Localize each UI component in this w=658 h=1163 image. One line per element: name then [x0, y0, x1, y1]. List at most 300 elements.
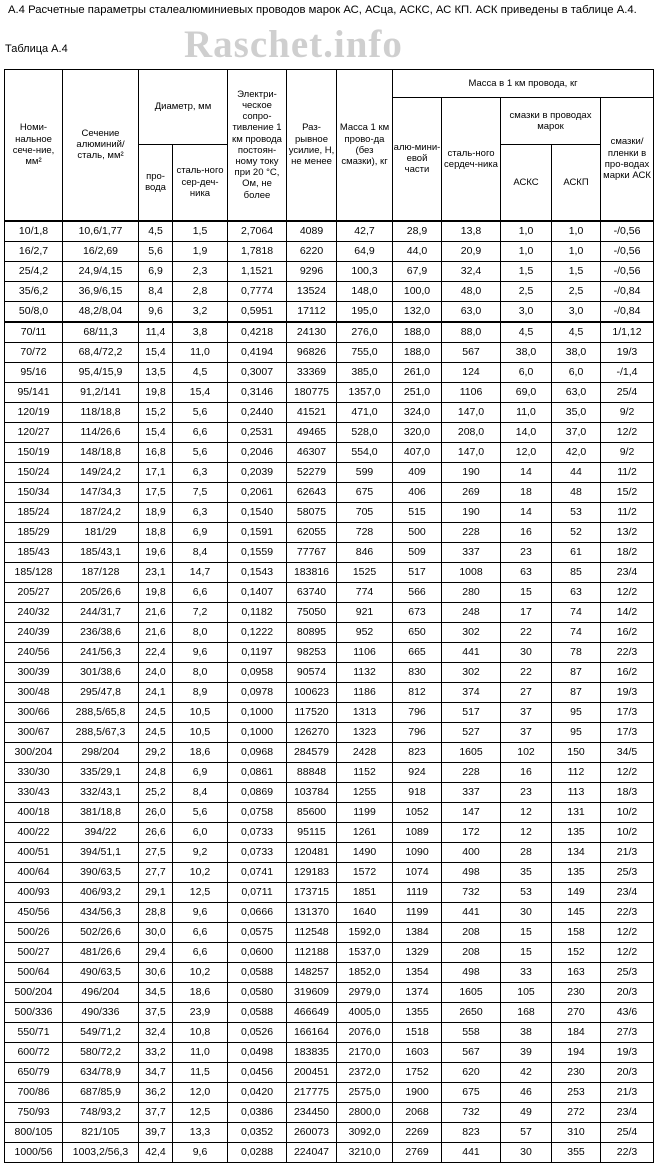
cell-nominal: 185/29 — [5, 522, 63, 542]
cell-mass-al: 1354 — [393, 962, 442, 982]
cell-nominal: 400/64 — [5, 862, 63, 882]
cell-asks: 14,0 — [501, 422, 552, 442]
cell-ask: -/0,56 — [601, 241, 654, 261]
cell-nominal: 70/72 — [5, 342, 63, 362]
cell-askp: 44 — [552, 462, 601, 482]
cell-diam-core: 15,4 — [173, 382, 228, 402]
cell-section: 381/18,8 — [63, 802, 139, 822]
cell-section: 68/11,3 — [63, 322, 139, 343]
table-row — [5, 281, 654, 301]
cell-diam-core: 18,6 — [173, 742, 228, 762]
cell-force: 234450 — [287, 1102, 337, 1122]
cell-force: 90574 — [287, 662, 337, 682]
header-ask: смазки/ пленки в про-водах марки АСК — [601, 98, 654, 221]
cell-askp: 113 — [552, 782, 601, 802]
cell-mass: 148,0 — [337, 281, 393, 301]
cell-force: 100623 — [287, 682, 337, 702]
cell-section: 288,5/67,3 — [63, 722, 139, 742]
cell-diam-core: 8,0 — [173, 622, 228, 642]
table-row — [5, 402, 654, 422]
cell-resistance: 0,3146 — [228, 382, 287, 402]
cell-mass-steel: 48,0 — [442, 281, 501, 301]
cell-resistance: 0,1222 — [228, 622, 287, 642]
cell-section: 1003,2/56,3 — [63, 1142, 139, 1162]
cell-mass: 42,7 — [337, 221, 393, 242]
cell-resistance: 0,0575 — [228, 922, 287, 942]
cell-section: 148/18,8 — [63, 442, 139, 462]
cell-asks: 15 — [501, 582, 552, 602]
cell-ask: 18/3 — [601, 782, 654, 802]
cell-nominal: 185/24 — [5, 502, 63, 522]
table-row — [5, 482, 654, 502]
cell-nominal: 300/67 — [5, 722, 63, 742]
cell-diam-core: 12,0 — [173, 1082, 228, 1102]
cell-force: 49465 — [287, 422, 337, 442]
cell-mass-steel: 190 — [442, 502, 501, 522]
cell-diam-core: 10,8 — [173, 1022, 228, 1042]
cell-resistance: 0,0741 — [228, 862, 287, 882]
cell-diam-core: 1,5 — [173, 221, 228, 242]
cell-mass: 1572 — [337, 862, 393, 882]
cell-asks: 16 — [501, 522, 552, 542]
cell-mass: 3210,0 — [337, 1142, 393, 1162]
cell-diam-core: 10,2 — [173, 862, 228, 882]
cell-resistance: 0,1000 — [228, 722, 287, 742]
cell-section: 490/336 — [63, 1002, 139, 1022]
cell-ask: 43/6 — [601, 1002, 654, 1022]
cell-nominal: 240/56 — [5, 642, 63, 662]
cell-nominal: 400/18 — [5, 802, 63, 822]
cell-asks: 14 — [501, 502, 552, 522]
cell-force: 4089 — [287, 221, 337, 242]
table-row — [5, 902, 654, 922]
table-row — [5, 662, 654, 682]
cell-resistance: 0,0958 — [228, 662, 287, 682]
cell-asks: 28 — [501, 842, 552, 862]
cell-mass: 1152 — [337, 762, 393, 782]
cell-asks: 38,0 — [501, 342, 552, 362]
cell-diam-wire: 15,4 — [139, 422, 173, 442]
cell-resistance: 0,1591 — [228, 522, 287, 542]
table-caption: Таблица А.4 — [5, 43, 68, 55]
cell-diam-wire: 34,5 — [139, 982, 173, 1002]
table-row — [5, 1062, 654, 1082]
cell-askp: 85 — [552, 562, 601, 582]
cell-force: 183835 — [287, 1042, 337, 1062]
cell-ask: 12/2 — [601, 762, 654, 782]
table-row — [5, 722, 654, 742]
cell-nominal: 16/2,7 — [5, 241, 63, 261]
cell-asks: 12,0 — [501, 442, 552, 462]
cell-ask: 17/3 — [601, 702, 654, 722]
cell-force: 95115 — [287, 822, 337, 842]
cell-asks: 14 — [501, 462, 552, 482]
cell-mass-steel: 732 — [442, 882, 501, 902]
cell-diam-wire: 27,5 — [139, 842, 173, 862]
cell-resistance: 0,1540 — [228, 502, 287, 522]
cell-askp: 230 — [552, 982, 601, 1002]
table-row — [5, 1102, 654, 1122]
cell-askp: 2,5 — [552, 281, 601, 301]
cell-nominal: 400/51 — [5, 842, 63, 862]
table-header — [5, 70, 654, 221]
cell-mass-steel: 13,8 — [442, 221, 501, 242]
cell-asks: 12 — [501, 822, 552, 842]
cell-askp: 163 — [552, 962, 601, 982]
cell-section: 549/71,2 — [63, 1022, 139, 1042]
cell-diam-core: 1,9 — [173, 241, 228, 261]
header-askp: АСКП — [552, 145, 601, 221]
cell-asks: 30 — [501, 1142, 552, 1162]
cell-section: 748/93,2 — [63, 1102, 139, 1122]
cell-diam-wire: 29,2 — [139, 742, 173, 762]
cell-mass-al: 1374 — [393, 982, 442, 1002]
cell-diam-wire: 24,5 — [139, 702, 173, 722]
cell-mass: 728 — [337, 522, 393, 542]
cell-diam-wire: 25,2 — [139, 782, 173, 802]
cell-diam-core: 14,7 — [173, 562, 228, 582]
cell-askp: 42,0 — [552, 442, 601, 462]
cell-asks: 30 — [501, 902, 552, 922]
cell-diam-wire: 29,4 — [139, 942, 173, 962]
cell-askp: 355 — [552, 1142, 601, 1162]
table-row — [5, 1142, 654, 1162]
cell-mass-al: 188,0 — [393, 322, 442, 343]
cell-nominal: 35/6,2 — [5, 281, 63, 301]
cell-asks: 15 — [501, 942, 552, 962]
cell-askp: 4,5 — [552, 322, 601, 343]
cell-resistance: 0,0758 — [228, 802, 287, 822]
table-row — [5, 562, 654, 582]
cell-asks: 38 — [501, 1022, 552, 1042]
cell-nominal: 550/71 — [5, 1022, 63, 1042]
cell-ask: 11/2 — [601, 462, 654, 482]
cell-ask: -/0,56 — [601, 221, 654, 242]
cell-diam-core: 3,2 — [173, 301, 228, 322]
cell-section: 496/204 — [63, 982, 139, 1002]
cell-ask: 12/2 — [601, 422, 654, 442]
cell-asks: 63 — [501, 562, 552, 582]
table-row — [5, 702, 654, 722]
cell-ask: 1/1,12 — [601, 322, 654, 343]
cell-asks: 1,5 — [501, 261, 552, 281]
cell-mass-steel: 302 — [442, 622, 501, 642]
cell-asks: 18 — [501, 482, 552, 502]
cell-mass-steel: 498 — [442, 962, 501, 982]
cell-mass-steel: 400 — [442, 842, 501, 862]
cell-mass: 1852,0 — [337, 962, 393, 982]
cell-diam-core: 8,0 — [173, 662, 228, 682]
cell-nominal: 500/204 — [5, 982, 63, 1002]
cell-asks: 33 — [501, 962, 552, 982]
table-row — [5, 882, 654, 902]
cell-force: 17112 — [287, 301, 337, 322]
cell-force: 6220 — [287, 241, 337, 261]
table-row — [5, 301, 654, 322]
cell-diam-core: 6,6 — [173, 942, 228, 962]
header-diam-core: сталь-ного сер-деч-ника — [173, 145, 228, 221]
cell-force: 75050 — [287, 602, 337, 622]
cell-askp: 1,0 — [552, 221, 601, 242]
cell-force: 117520 — [287, 702, 337, 722]
cell-asks: 69,0 — [501, 382, 552, 402]
cell-asks: 11,0 — [501, 402, 552, 422]
cell-resistance: 0,5951 — [228, 301, 287, 322]
cell-mass: 528,0 — [337, 422, 393, 442]
cell-nominal: 150/19 — [5, 442, 63, 462]
cell-diam-core: 12,5 — [173, 1102, 228, 1122]
cell-diam-wire: 24,8 — [139, 762, 173, 782]
table-row — [5, 442, 654, 462]
cell-diam-wire: 22,4 — [139, 642, 173, 662]
cell-mass: 1261 — [337, 822, 393, 842]
cell-ask: 25/3 — [601, 862, 654, 882]
cell-askp: 87 — [552, 682, 601, 702]
cell-mass-steel: 441 — [442, 642, 501, 662]
cell-askp: 158 — [552, 922, 601, 942]
cell-askp: 35,0 — [552, 402, 601, 422]
cell-force: 112188 — [287, 942, 337, 962]
cell-nominal: 50/8,0 — [5, 301, 63, 322]
cell-ask: 21/3 — [601, 842, 654, 862]
cell-resistance: 0,0288 — [228, 1142, 287, 1162]
cell-nominal: 120/27 — [5, 422, 63, 442]
cell-force: 62055 — [287, 522, 337, 542]
header-mass-group: Масса в 1 км провода, кг — [393, 70, 654, 98]
cell-diam-wire: 19,8 — [139, 382, 173, 402]
cell-nominal: 120/19 — [5, 402, 63, 422]
cell-resistance: 0,2061 — [228, 482, 287, 502]
cell-resistance: 0,0456 — [228, 1062, 287, 1082]
cell-mass-steel: 374 — [442, 682, 501, 702]
cell-mass-steel: 337 — [442, 542, 501, 562]
cell-diam-core: 12,5 — [173, 882, 228, 902]
cell-nominal: 600/72 — [5, 1042, 63, 1062]
cell-asks: 12 — [501, 802, 552, 822]
cell-force: 58075 — [287, 502, 337, 522]
cell-section: 95,4/15,9 — [63, 362, 139, 382]
cell-nominal: 150/24 — [5, 462, 63, 482]
cell-mass: 1851 — [337, 882, 393, 902]
cell-ask: 14/2 — [601, 602, 654, 622]
cell-mass-steel: 208 — [442, 942, 501, 962]
cell-ask: 34/5 — [601, 742, 654, 762]
cell-mass: 675 — [337, 482, 393, 502]
cell-ask: 9/2 — [601, 402, 654, 422]
cell-askp: 112 — [552, 762, 601, 782]
cell-mass-steel: 1008 — [442, 562, 501, 582]
table-row — [5, 342, 654, 362]
cell-force: 173715 — [287, 882, 337, 902]
cell-mass-al: 67,9 — [393, 261, 442, 281]
cell-section: 298/204 — [63, 742, 139, 762]
cell-mass: 1199 — [337, 802, 393, 822]
table-row — [5, 221, 654, 242]
cell-mass-steel: 441 — [442, 1142, 501, 1162]
cell-mass-steel: 441 — [442, 902, 501, 922]
cell-mass-steel: 675 — [442, 1082, 501, 1102]
table-row — [5, 1002, 654, 1022]
cell-askp: 63,0 — [552, 382, 601, 402]
table-body — [5, 221, 654, 1163]
cell-mass-steel: 527 — [442, 722, 501, 742]
cell-force: 166164 — [287, 1022, 337, 1042]
cell-mass-al: 1090 — [393, 842, 442, 862]
cell-diam-wire: 26,6 — [139, 822, 173, 842]
cell-force: 63740 — [287, 582, 337, 602]
cell-section: 205/26,6 — [63, 582, 139, 602]
table-row — [5, 462, 654, 482]
cell-mass: 755,0 — [337, 342, 393, 362]
cell-diam-wire: 16,8 — [139, 442, 173, 462]
cell-force: 41521 — [287, 402, 337, 422]
cell-nominal: 300/48 — [5, 682, 63, 702]
cell-resistance: 0,0861 — [228, 762, 287, 782]
cell-diam-core: 11,5 — [173, 1062, 228, 1082]
table-row — [5, 762, 654, 782]
cell-mass: 64,9 — [337, 241, 393, 261]
cell-resistance: 0,2531 — [228, 422, 287, 442]
cell-diam-wire: 30,6 — [139, 962, 173, 982]
cell-diam-wire: 39,7 — [139, 1122, 173, 1142]
table-row — [5, 742, 654, 762]
cell-resistance: 0,0600 — [228, 942, 287, 962]
cell-asks: 4,5 — [501, 322, 552, 343]
table-row — [5, 622, 654, 642]
table-row — [5, 642, 654, 662]
cell-diam-core: 6,6 — [173, 922, 228, 942]
cell-asks: 6,0 — [501, 362, 552, 382]
cell-asks: 22 — [501, 662, 552, 682]
cell-mass-steel: 337 — [442, 782, 501, 802]
cell-resistance: 1,1521 — [228, 261, 287, 281]
cell-section: 390/63,5 — [63, 862, 139, 882]
cell-resistance: 0,0588 — [228, 1002, 287, 1022]
cell-ask: 25/4 — [601, 382, 654, 402]
cell-section: 24,9/4,15 — [63, 261, 139, 281]
cell-nominal: 300/204 — [5, 742, 63, 762]
table-row — [5, 362, 654, 382]
cell-mass: 1313 — [337, 702, 393, 722]
cell-mass-al: 650 — [393, 622, 442, 642]
cell-resistance: 0,1407 — [228, 582, 287, 602]
watermark: Raschet.info — [184, 23, 403, 66]
cell-nominal: 95/141 — [5, 382, 63, 402]
cell-diam-core: 5,6 — [173, 442, 228, 462]
cell-mass: 276,0 — [337, 322, 393, 343]
cell-force: 9296 — [287, 261, 337, 281]
cell-ask: 22/3 — [601, 1142, 654, 1162]
cell-mass-al: 132,0 — [393, 301, 442, 322]
cell-mass-steel: 302 — [442, 662, 501, 682]
cell-section: 394/22 — [63, 822, 139, 842]
cell-resistance: 0,0733 — [228, 842, 287, 862]
cell-ask: 21/3 — [601, 1082, 654, 1102]
cell-nominal: 240/39 — [5, 622, 63, 642]
cell-nominal: 185/128 — [5, 562, 63, 582]
cell-mass-al: 44,0 — [393, 241, 442, 261]
cell-mass-al: 1900 — [393, 1082, 442, 1102]
cell-mass-al: 830 — [393, 662, 442, 682]
cell-force: 183816 — [287, 562, 337, 582]
cell-nominal: 300/66 — [5, 702, 63, 722]
cell-force: 103784 — [287, 782, 337, 802]
cell-resistance: 0,1182 — [228, 602, 287, 622]
cell-resistance: 0,0386 — [228, 1102, 287, 1122]
cell-ask: 23/4 — [601, 1102, 654, 1122]
cell-mass-al: 823 — [393, 742, 442, 762]
cell-resistance: 0,7774 — [228, 281, 287, 301]
cell-mass-al: 28,9 — [393, 221, 442, 242]
cell-diam-core: 4,5 — [173, 362, 228, 382]
cell-asks: 15 — [501, 922, 552, 942]
cell-force: 80895 — [287, 622, 337, 642]
cell-mass-al: 1074 — [393, 862, 442, 882]
cell-ask: 10/2 — [601, 822, 654, 842]
cell-diam-core: 9,6 — [173, 642, 228, 662]
cell-askp: 53 — [552, 502, 601, 522]
cell-section: 114/26,6 — [63, 422, 139, 442]
cell-diam-wire: 15,4 — [139, 342, 173, 362]
cell-mass-steel: 88,0 — [442, 322, 501, 343]
cell-mass: 1186 — [337, 682, 393, 702]
cell-diam-core: 6,0 — [173, 822, 228, 842]
cell-diam-wire: 6,9 — [139, 261, 173, 281]
table-row — [5, 602, 654, 622]
cell-diam-core: 5,6 — [173, 802, 228, 822]
cell-resistance: 0,0352 — [228, 1122, 287, 1142]
cell-mass-steel: 208 — [442, 922, 501, 942]
cell-ask: 18/2 — [601, 542, 654, 562]
cell-diam-core: 8,9 — [173, 682, 228, 702]
cell-ask: 16/2 — [601, 622, 654, 642]
table-row — [5, 1082, 654, 1102]
cell-mass: 1132 — [337, 662, 393, 682]
cell-mass-al: 665 — [393, 642, 442, 662]
cell-ask: -/0,84 — [601, 281, 654, 301]
cell-diam-core: 9,6 — [173, 902, 228, 922]
cell-force: 96826 — [287, 342, 337, 362]
cell-diam-core: 7,2 — [173, 602, 228, 622]
cell-askp: 74 — [552, 602, 601, 622]
cell-resistance: 0,0711 — [228, 882, 287, 902]
cell-mass-al: 1329 — [393, 942, 442, 962]
cell-resistance: 0,2440 — [228, 402, 287, 422]
cell-nominal: 800/105 — [5, 1122, 63, 1142]
table-row — [5, 1022, 654, 1042]
cell-askp: 1,0 — [552, 241, 601, 261]
cell-force: 62643 — [287, 482, 337, 502]
cell-nominal: 205/27 — [5, 582, 63, 602]
cell-diam-core: 10,5 — [173, 702, 228, 722]
cell-mass-steel: 63,0 — [442, 301, 501, 322]
cell-mass-al: 796 — [393, 722, 442, 742]
header-diam-wire: про-вода — [139, 145, 173, 221]
cell-section: 244/31,7 — [63, 602, 139, 622]
cell-resistance: 0,0978 — [228, 682, 287, 702]
cell-ask: -/1,4 — [601, 362, 654, 382]
cell-mass-al: 261,0 — [393, 362, 442, 382]
cell-ask: -/0,56 — [601, 261, 654, 281]
cell-mass: 952 — [337, 622, 393, 642]
cell-diam-core: 9,6 — [173, 1142, 228, 1162]
cell-force: 319609 — [287, 982, 337, 1002]
cell-mass: 554,0 — [337, 442, 393, 462]
cell-mass-al: 407,0 — [393, 442, 442, 462]
cell-mass-al: 1089 — [393, 822, 442, 842]
cell-mass-steel: 732 — [442, 1102, 501, 1122]
cell-mass: 2428 — [337, 742, 393, 762]
